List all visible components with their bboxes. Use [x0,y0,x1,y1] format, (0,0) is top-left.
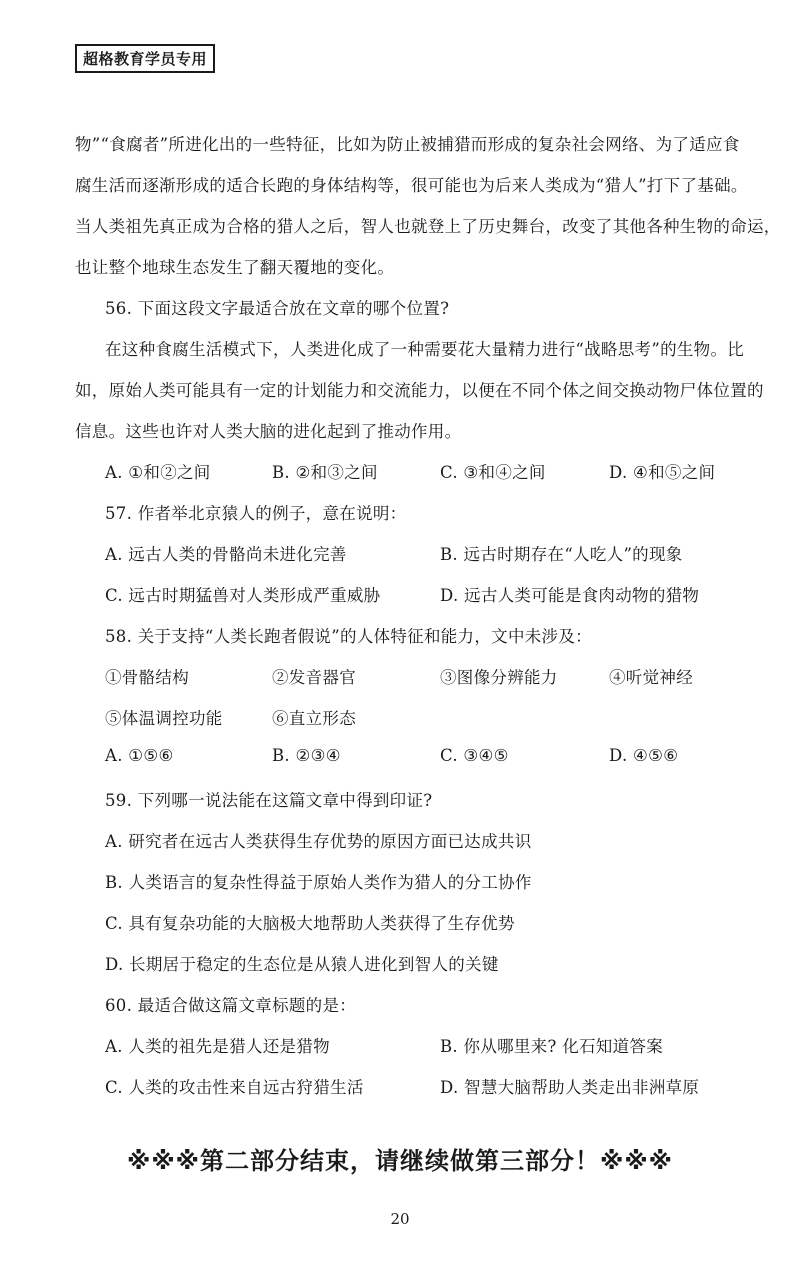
question-57: 57. 作者举北京猿人的例子，意在说明： [105,504,407,523]
q58-option-a: A. ①⑤⑥ [105,746,174,765]
q59-option-c: C. 具有复杂功能的大脑极大地帮助人类获得了生存优势 [105,914,515,933]
q57-option-b: B. 远古时期存在“人吃人”的现象 [440,545,683,564]
intro-line: 也让整个地球生态发生了翻天覆地的变化。 [75,258,395,277]
q58-item: ⑥直立形态 [272,709,356,728]
q58-option-b: B. ②③④ [272,746,341,765]
intro-line: 物”“食腐者”所进化出的一些特征，比如为防止被捕猎而形成的复杂社会网络、为了适应食 [75,135,740,154]
q56-option-d: D. ④和⑤之间 [609,463,716,482]
q60-option-a: A. 人类的祖先是猎人还是猎物 [105,1037,330,1056]
q58-item: ③图像分辨能力 [440,668,558,687]
q58-item: ④听觉神经 [609,668,693,687]
header-label: 超格教育学员专用 [75,44,215,73]
q56-option-b: B. ②和③之间 [272,463,378,482]
q57-option-d: D. 远古人类可能是食肉动物的猎物 [440,586,700,605]
page-number: 20 [390,1210,410,1228]
q59-option-b: B. 人类语言的复杂性得益于原始人类作为猎人的分工协作 [105,873,532,892]
q58-item: ②发音器官 [272,668,356,687]
q60-option-c: C. 人类的攻击性来自远古狩猎生活 [105,1078,364,1097]
q58-item: ①骨骼结构 [105,668,189,687]
q60-option-d: D. 智慧大脑帮助人类走出非洲草原 [440,1078,700,1097]
question-56: 56. 下面这段文字最适合放在文章的哪个位置? [105,299,450,318]
q59-option-a: A. 研究者在远古人类获得生存优势的原因方面已达成共识 [105,832,532,851]
q56-passage-line: 如，原始人类可能具有一定的计划能力和交流能力，以便在不同个体之间交换动物尸体位置的 [75,381,764,400]
q58-item: ⑤体温调控功能 [105,709,223,728]
intro-line: 当人类祖先真正成为合格的猎人之后，智人也就登上了历史舞台，改变了其他各种生物的命运， [75,217,781,236]
q57-option-c: C. 远古时期猛兽对人类形成严重威胁 [105,586,381,605]
q58-option-d: D. ④⑤⑥ [609,746,679,765]
q60-option-b: B. 你从哪里来? 化石知道答案 [440,1037,664,1056]
q57-option-a: A. 远古人类的骨骼尚未进化完善 [105,545,347,564]
question-60: 60. 最适合做这篇文章标题的是： [105,996,357,1015]
q56-option-a: A. ①和②之间 [105,463,211,482]
q59-option-d: D. 长期居于稳定的生态位是从猿人进化到智人的关键 [105,955,499,974]
q56-option-c: C. ③和④之间 [440,463,546,482]
q58-option-c: C. ③④⑤ [440,746,509,765]
question-59: 59. 下列哪一说法能在这篇文章中得到印证? [105,791,433,810]
q56-passage-line: 信息。这些也许对人类大脑的进化起到了推动作用。 [75,422,462,441]
intro-line: 腐生活而逐渐形成的适合长跑的身体结构等，很可能也为后来人类成为“猎人”打下了基础。 [75,176,748,195]
question-58: 58. 关于支持“人类长跑者假说”的人体特征和能力，文中未涉及： [105,627,592,646]
q56-passage-line: 在这种食腐生活模式下，人类进化成了一种需要花大量精力进行“战略思考”的生物。比 [105,340,745,359]
section-end-banner: ※※※第二部分结束，请继续做第三部分！※※※ [127,1147,673,1175]
